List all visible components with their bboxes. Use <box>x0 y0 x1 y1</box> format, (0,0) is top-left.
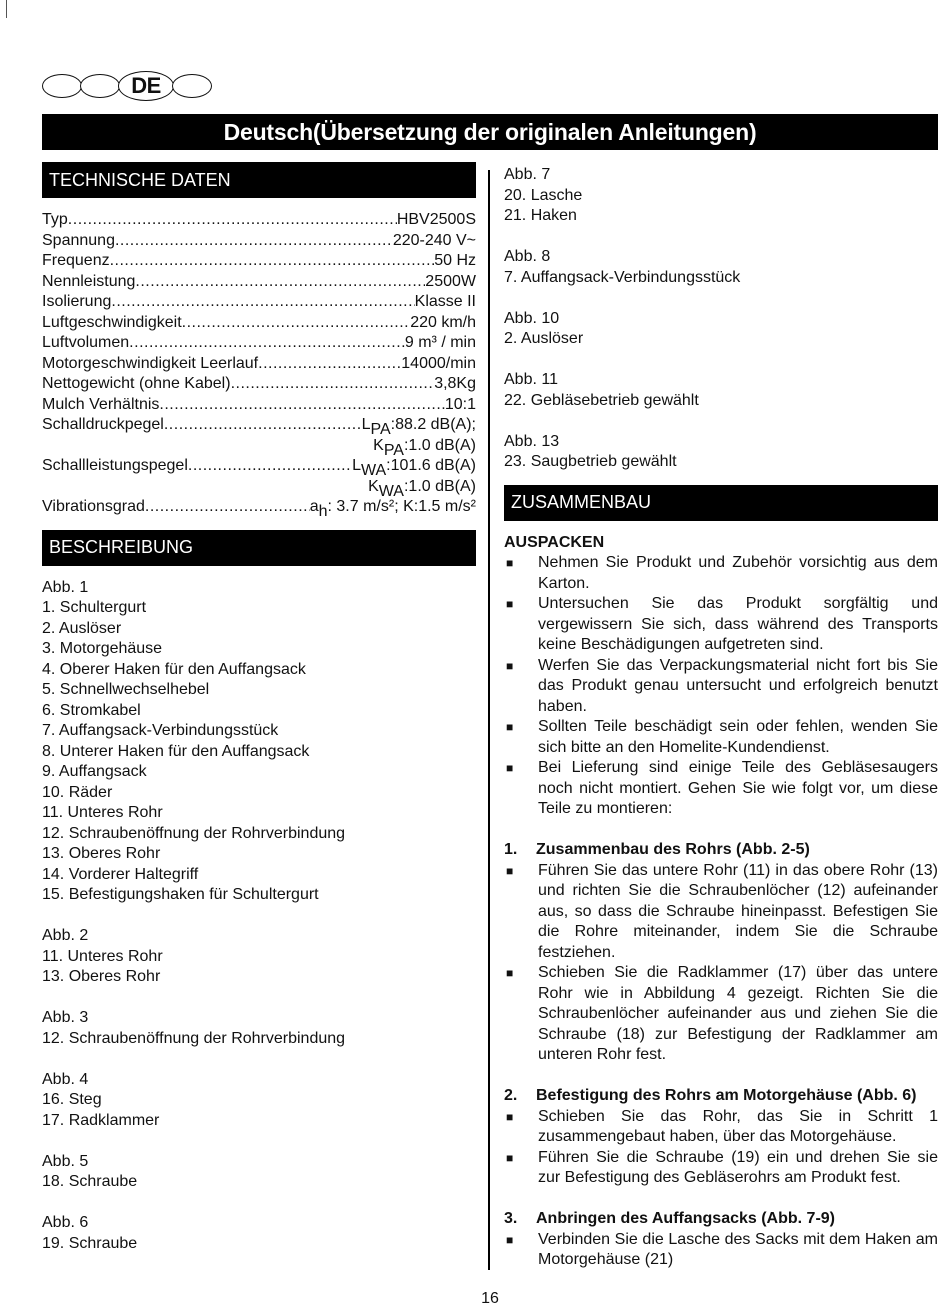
language-selector <box>42 74 210 102</box>
figure-group-abb-10 <box>504 309 938 350</box>
figure-group-abb-7 <box>504 165 938 227</box>
list-item: 21. Haken <box>504 207 577 224</box>
figure-title: Abb. 8 <box>504 248 551 265</box>
figure-group-abb-13 <box>504 432 938 473</box>
list-item: 19. Schraube <box>42 1234 138 1252</box>
section-heading-description: BESCHREIBUNG <box>42 530 476 566</box>
unpacking-heading: AUSPACKEN <box>504 533 605 551</box>
list-item: 11. Unteres Rohr <box>42 804 163 821</box>
spec-row: Nettogewicht (ohne Kabel) ..... 3,8Kg <box>42 374 476 395</box>
section-heading-assembly: ZUSAMMENBAU <box>504 485 938 521</box>
spec-row: Isolierung ..... Klasse II <box>42 292 476 313</box>
section-heading-technical-data: TECHNISCHE DATEN <box>42 162 476 198</box>
step-heading-2: 2. Befestigung des Rohrs am Motorgehäuse (Abb. 6) <box>504 1087 917 1104</box>
spec-row-vibration: Vibrationsgrad ..... $a_h$: 3.7 m/s²; K:1.5 m/s² <box>42 497 476 518</box>
figure-group-abb-4 <box>42 1070 476 1132</box>
spec-row-sound-power-k: $K_{WA}:1.0$ dB(A) <box>368 477 476 500</box>
list-item: 2. Auslöser <box>504 330 584 347</box>
figure-title: Abb. 4 <box>42 1070 89 1088</box>
left-column <box>42 162 476 1254</box>
figure-title: Abb. 5 <box>42 1152 89 1170</box>
spec-row: Spannung ..... 220-240 V~ <box>42 231 476 252</box>
list-item: 14. Vorderer Haltegriff <box>42 865 199 883</box>
figure-title: Abb. 6 <box>42 1214 89 1231</box>
language-badge-empty <box>172 74 212 98</box>
list-item: 7. Auffangsack-Verbindungsstück <box>504 268 741 286</box>
figure-title: Abb. 2 <box>42 927 89 944</box>
figure-group-abb-6 <box>42 1213 476 1254</box>
crop-mark <box>6 0 7 18</box>
step-heading-3: 3. Anbringen des Auffangsacks (Abb. 7-9) <box>504 1210 835 1227</box>
list-item: 4. Oberer Haken für den Auffangsack <box>42 660 306 678</box>
list-item: 13. Oberes Rohr <box>42 845 161 862</box>
list-item: 12. Schraubenöffnung der Rohrverbindung <box>42 824 346 842</box>
list-item: 1. Schultergurt <box>42 599 147 616</box>
bullet-item: ■ Schieben Sie das Rohr, das Sie in Schritt 1 zusammengebaut haben, über das Motorgehäuse. <box>506 1107 938 1145</box>
bullet-item: ■ Untersuchen Sie das Produkt sorgfältig und vergewissern Sie sich, dass während des Transports keine Beschädigungen aufgetreten sind. <box>506 595 938 653</box>
language-badge-de: DE <box>118 71 174 101</box>
bullet-item: ■ Nehmen Sie Produkt und Zubehör vorsichtig aus dem Karton. <box>506 554 938 592</box>
bullet-item: ■ Schieben Sie die Radklammer (17) über das untere Rohr wie in Abbildung 4 gezeigt. Richten Sie die Schraubenlöcher aufeinander aus und ziehen Sie die Schraube (18) zur Befestigung der Radklammer am unteren Rohr fest. <box>506 964 938 1063</box>
figure-title: Abb. 7 <box>504 166 551 183</box>
list-item: 13. Oberes Rohr <box>42 968 161 985</box>
list-item: 11. Unteres Rohr <box>42 947 163 965</box>
list-item: 23. Saugbetrieb gewählt <box>504 453 677 470</box>
figure-title: Abb. 11 <box>504 371 558 388</box>
figure-group-abb-2 <box>42 926 476 988</box>
bullet-item: ■ Führen Sie die Schraube (19) ein und drehen Sie sie zur Befestigung des Gebläserohrs am Produkt fest. <box>506 1148 938 1186</box>
list-item: 5. Schnellwechselhebel <box>42 681 210 698</box>
figure-group-abb-3 <box>42 1008 476 1049</box>
figure-title: Abb. 1 <box>42 578 89 596</box>
list-item: 9. Auffangsack <box>42 763 147 780</box>
figure-title: Abb. 10 <box>504 309 560 327</box>
language-badge-empty <box>80 74 120 98</box>
right-column <box>504 165 938 1271</box>
list-item: 18. Schraube <box>42 1173 138 1190</box>
spec-table <box>42 210 476 518</box>
step-heading-1: 1. Zusammenbau des Rohrs (Abb. 2-5) <box>504 841 810 858</box>
language-badge-empty <box>42 74 82 98</box>
list-item: 10. Räder <box>42 783 113 801</box>
bullet-item: ■ Werfen Sie das Verpackungsmaterial nicht fort bis Sie das Produkt genau untersucht und erfolgreich benutzt haben. <box>506 656 938 715</box>
list-item: 2. Auslöser <box>42 619 122 637</box>
figure-group-abb-8 <box>504 247 938 288</box>
column-divider <box>488 170 490 1270</box>
list-item: 16. Steg <box>42 1091 102 1108</box>
list-item: 3. Motorgehäuse <box>42 640 163 657</box>
list-item: 17. Radklammer <box>42 1111 160 1129</box>
page-title: Deutsch(Übersetzung der originalen Anleitungen) <box>42 114 938 150</box>
list-item: 8. Unterer Haken für den Auffangsack <box>42 742 310 760</box>
list-item: 7. Auffangsack-Verbindungsstück <box>42 722 279 739</box>
figure-title: Abb. 13 <box>504 432 560 450</box>
spec-row: Motorgeschwindigkeit Leerlauf ..... 14000/min <box>42 354 476 375</box>
bullet-item: ■ Bei Lieferung sind einige Teile des Gebläsesaugers noch nicht montiert. Gehen Sie wie folgt vor, um diese Teile zu montieren: <box>506 759 938 817</box>
spec-row: Frequenz ..... 50 Hz <box>42 251 476 272</box>
figure-group-abb-1 <box>42 578 476 906</box>
list-item: 12. Schraubenöffnung der Rohrverbindung <box>42 1029 346 1047</box>
bullet-item: ■ Führen Sie das untere Rohr (11) in das obere Rohr (13) und richten Sie die Schraubenlöcher (12) aufeinander aus, so dass die Schraube hineinpasst. Befestigen Sie die Rohre miteinander, indem Sie die Schraube festziehen. <box>506 861 938 961</box>
bullet-item: ■ Verbinden Sie die Lasche des Sacks mit dem Haken am Motorgehäuse (21) <box>506 1230 938 1268</box>
page-number: 16 <box>481 1290 499 1307</box>
list-item: 15. Befestigungshaken für Schultergurt <box>42 886 319 903</box>
spec-row: Mulch Verhältnis ..... 10:1 <box>42 395 476 416</box>
spec-row-sound-power: Schallleistungspegel ..... $L_{WA}:101.6$ dB(A) <box>42 456 476 477</box>
spec-row: Luftvolumen ..... 9 m³ / min <box>42 333 476 354</box>
figure-group-abb-5 <box>42 1152 476 1193</box>
list-item: 6. Stromkabel <box>42 701 141 719</box>
spec-row: Luftgeschwindigkeit ..... 220 km/h <box>42 313 476 334</box>
list-item: 22. Gebläsebetrieb gewählt <box>504 391 699 409</box>
bullet-item: ■ Sollten Teile beschädigt sein oder fehlen, wenden Sie sich bitte an den Homelite-Kundendienst. <box>506 718 938 756</box>
figure-title: Abb. 3 <box>42 1009 89 1026</box>
spec-row: Typ ..... HBV2500S <box>42 210 476 231</box>
figure-group-abb-11 <box>504 370 938 411</box>
spec-row: Nennleistung ..... 2500W <box>42 272 476 293</box>
spec-row-sound-pressure-k: $K_{PA}:1.0$ dB(A) <box>373 436 476 459</box>
list-item: 20. Lasche <box>504 186 583 204</box>
spec-row-sound-pressure: Schalldruckpegel ..... $L_{PA}:88.2$ dB(A); <box>42 415 476 436</box>
